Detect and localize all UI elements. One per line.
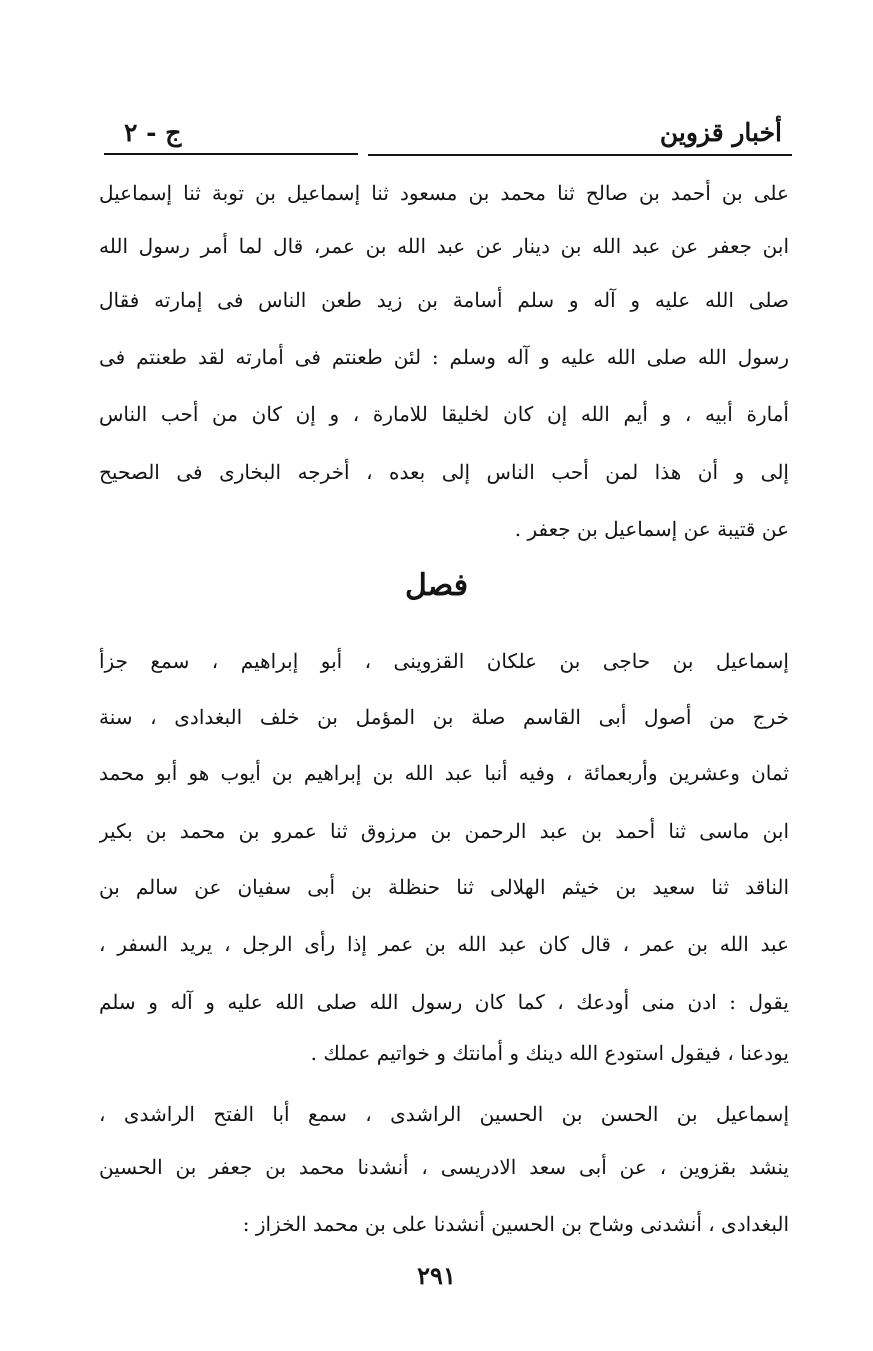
text-line: رسول الله صلى الله عليه و آله وسلم : لئن طعنتم فى أمارته لقد طعنتم فى	[99, 345, 789, 369]
text-line: الناقد ثنا سعيد بن خيثم الهلالى ثنا حنظلة بن أبى سفيان عن سالم بن	[99, 875, 789, 899]
page-number: ٢٩١	[417, 1261, 456, 1290]
text-line: عبد الله بن عمر ، قال كان عبد الله بن عمر إذا رأى الرجل ، يريد السفر ،	[99, 932, 789, 956]
page-header	[104, 112, 792, 158]
text-line: خرج من أصول أبى القاسم صلة بن المؤمل بن خلف البغدادى ، سنة	[99, 705, 789, 729]
running-title: أخبار قزوين	[659, 118, 782, 147]
text-line: ابن ماسى ثنا أحمد بن عبد الرحمن بن مرزوق ثنا عمرو بن محمد بن بكير	[99, 819, 789, 843]
text-line: صلى الله عليه و آله و سلم أسامة بن زيد طعن الناس فى إمارته فقال	[99, 288, 789, 312]
text-line: ابن جعفر عن عبد الله بن دينار عن عبد الله بن عمر، قال لما أمر رسول الله	[99, 234, 789, 258]
header-rule	[368, 154, 792, 156]
volume-number: ج - ٢	[124, 118, 182, 147]
text-line: إسماعيل بن حاجى بن علكان القزوينى ، أبو إبراهيم ، سمع جزأ	[99, 649, 789, 673]
text-line: على بن أحمد بن صالح ثنا محمد بن مسعود ثنا إسماعيل بن توبة ثنا إسماعيل	[99, 181, 789, 205]
text-line: البغدادى ، أنشدنى وشاح بن الحسين أنشدنا على بن محمد الخزاز :	[242, 1212, 789, 1236]
section-title: فصل	[404, 568, 469, 603]
text-line: إسماعيل بن الحسن بن الحسين الراشدى ، سمع أبا الفتح الراشدى ،	[99, 1102, 789, 1126]
text-line: يودعنا ، فيقول استودع الله دينك و أمانتك و خواتيم عملك .	[310, 1041, 789, 1065]
text-line: أمارة أبيه ، و أيم الله إن كان لخليقا للامارة ، و إن كان من أحب الناس	[99, 402, 789, 426]
text-line: ينشد بقزوين ، عن أبى سعد الادريسى ، أنشدنا محمد بن جعفر بن الحسين	[99, 1155, 789, 1179]
text-line: عن قتيبة عن إسماعيل بن جعفر .	[514, 517, 789, 541]
text-line: يقول : ادن منى أودعك ، كما كان رسول الله صلى الله عليه و آله و سلم	[99, 990, 789, 1014]
text-line: ثمان وعشرين وأربعمائة ، وفيه أنبا عبد الله بن إبراهيم بن أيوب هو أبو محمد	[99, 761, 789, 785]
text-line: إلى و أن هذا لمن أحب الناس إلى بعده ، أخرجه البخارى فى الصحيح	[99, 460, 789, 484]
header-rule	[104, 153, 358, 155]
